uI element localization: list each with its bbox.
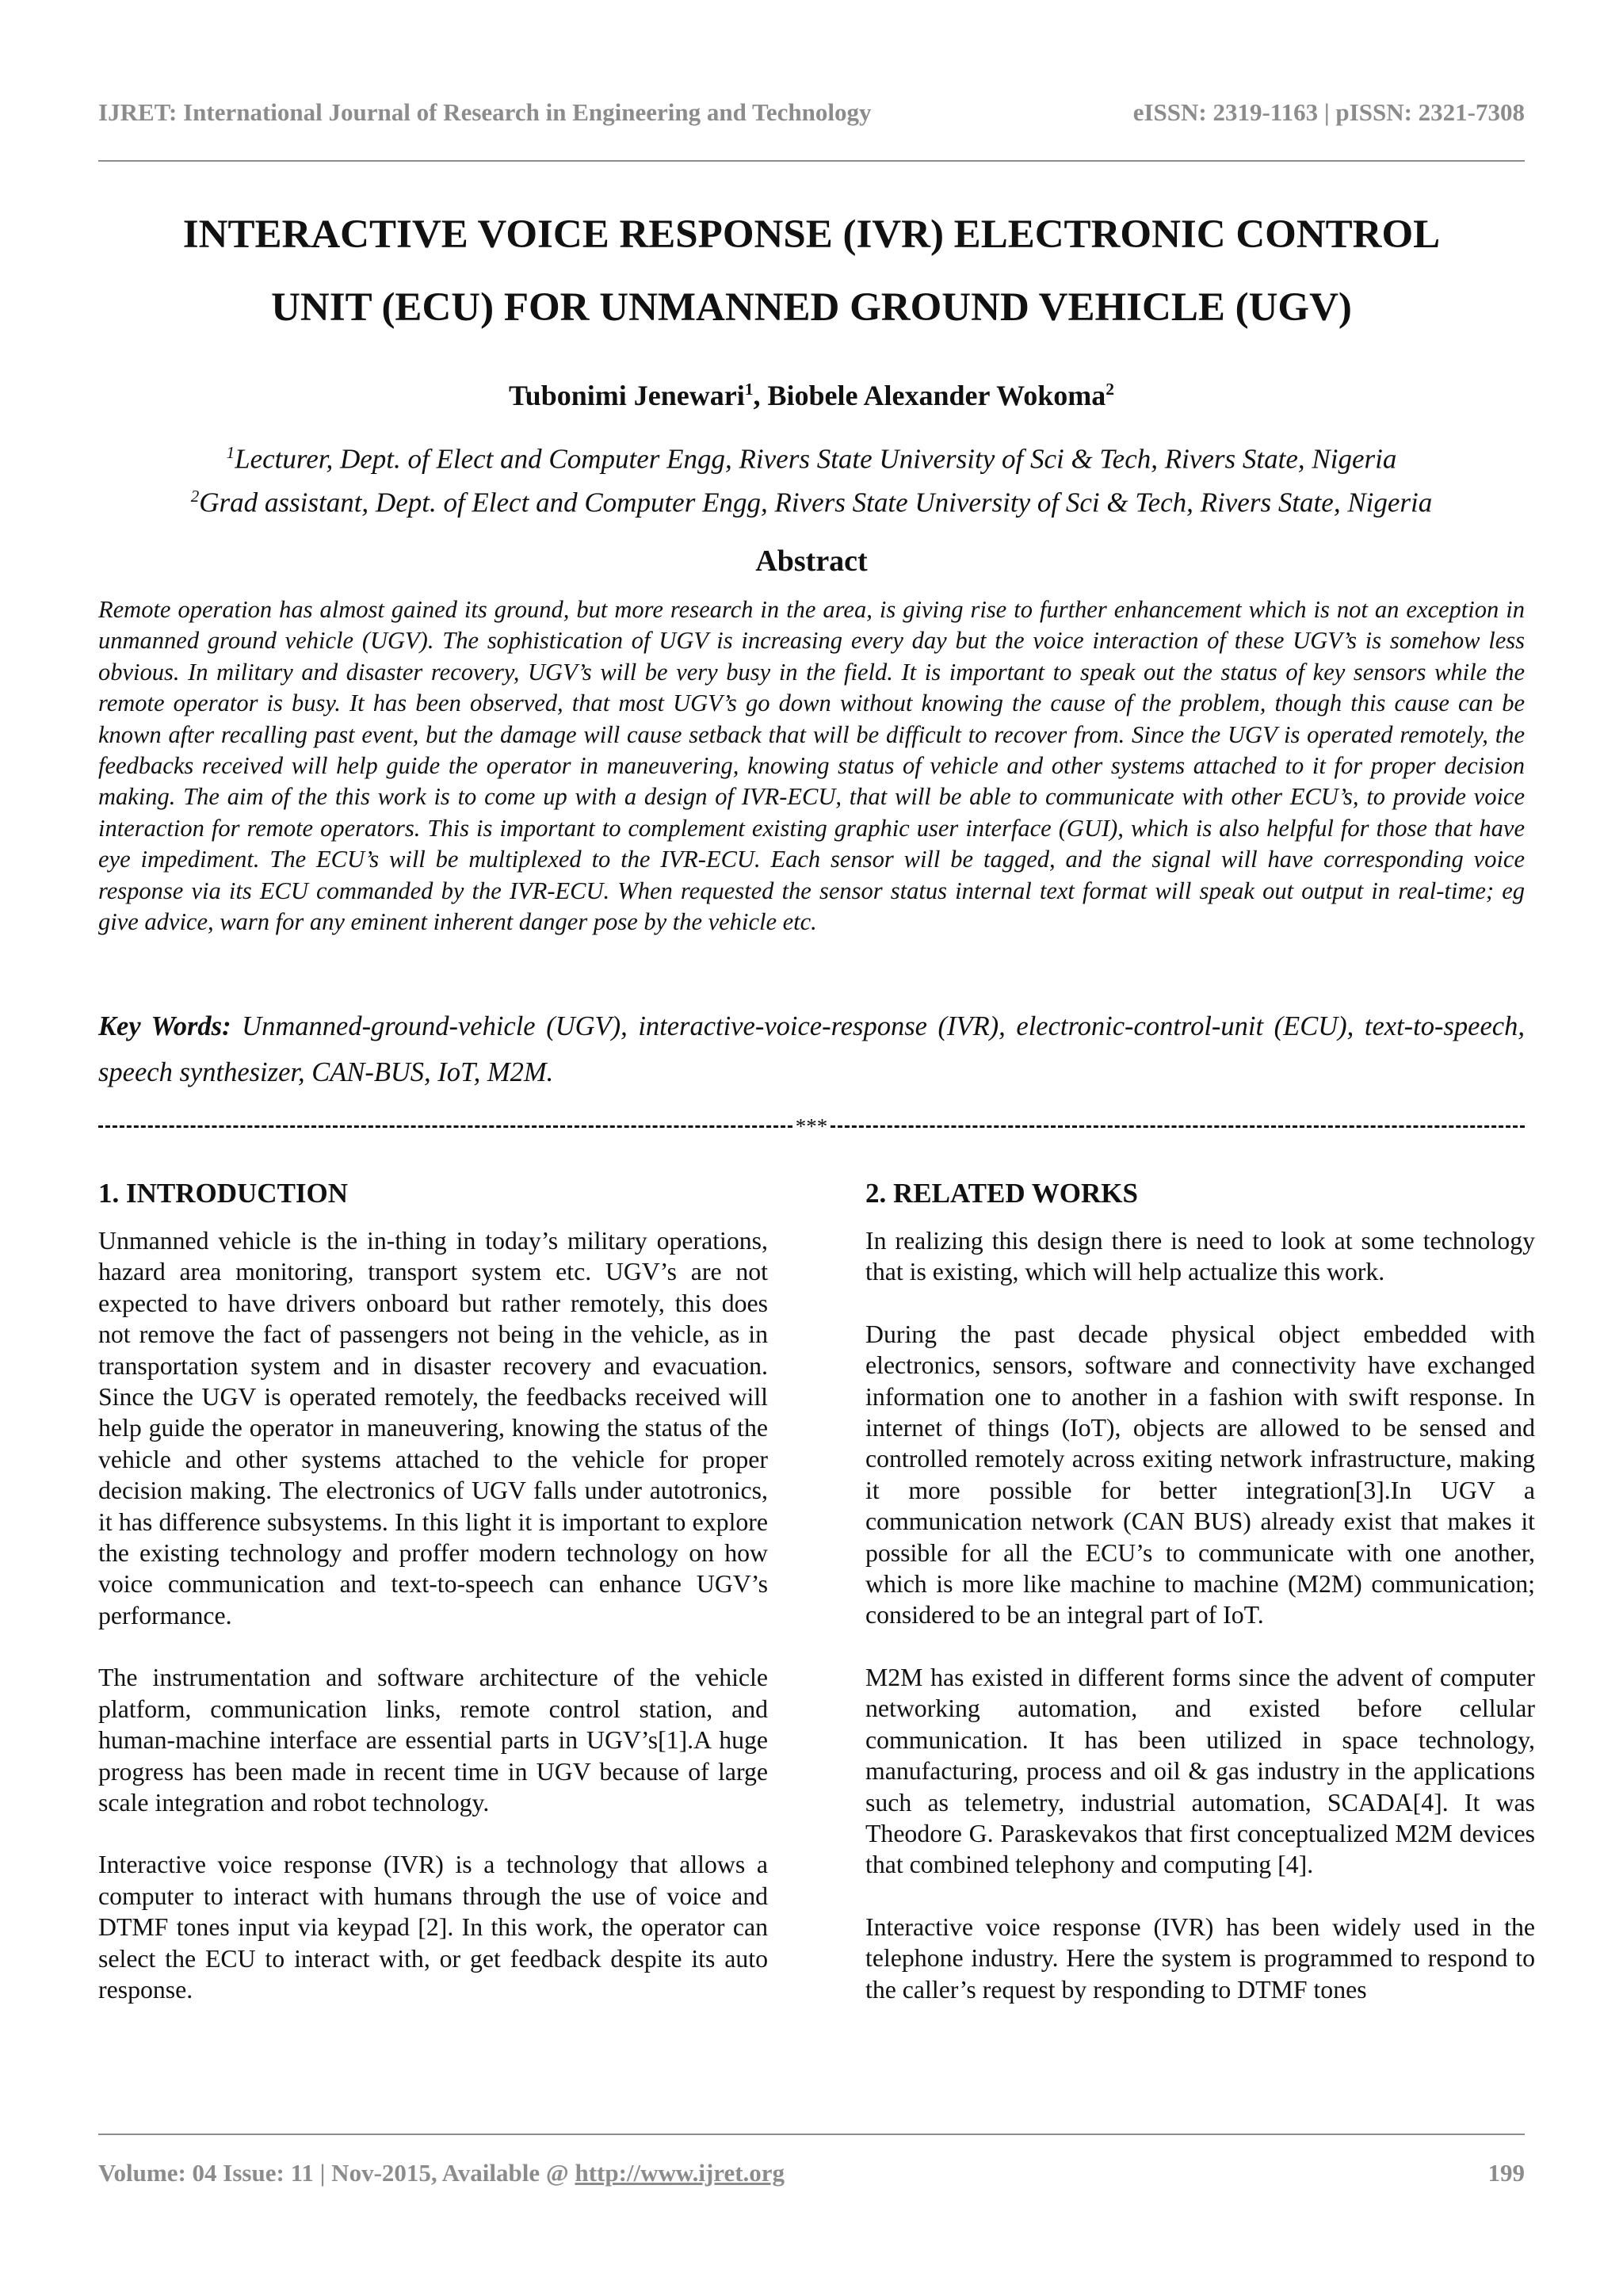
affiliation-2-text: Grad assistant, Dept. of Elect and Computer Engg, Rivers State University of Sci & Tech, Rivers State, Nigeria (199, 487, 1433, 518)
introduction-paragraph-3: Interactive voice response (IVR) is a technology that allows a computer to interact with humans through the use of voice and DTMF tones input via keypad [2]. In this work, the operator can select the ECU to interact with, or get feedback despite its auto response. (98, 1851, 768, 2004)
abstract-heading: Abstract (755, 544, 868, 578)
affiliation-1 (98, 434, 1525, 478)
title-line-1: INTERACTIVE VOICE RESPONSE (IVR) ELECTRONIC CONTROL (182, 212, 1441, 257)
footer-volume: Volume: 04 Issue: 11 | Nov-2015, Available @ (98, 2159, 575, 2187)
affiliation-1-text: Lecturer, Dept. of Elect and Computer Engg, Rivers State University of Sci & Tech, Rivers State, Nigeria (235, 443, 1397, 475)
affiliation-2 (98, 478, 1525, 521)
left-column (98, 1176, 768, 2036)
introduction-paragraph-1: Unmanned vehicle is the in-thing in today’s military operations, hazard area monitoring, transport system etc. UGV’s are not expected to have drivers onboard but rather remotely, this does not remove the fact of passengers not being in the vehicle, as in transportation system and in disaster recovery and evacuation. Since the UGV is operated remotely, the feedbacks received will help guide the operator in maneuvering, knowing the status of the vehicle and other systems attached to the vehicle for proper decision making. The electronics of UGV falls under autotronics, it has difference subsystems. In this light it is important to explore the existing technology and proffer modern technology on how voice communication and text-to-speech can enhance UGV’s performance. (98, 1227, 768, 1629)
related-works-paragraph-3: M2M has existed in different forms since the advent of computer networking automation, and existed before cellular communication. It has been utilized in space technology, manufacturing, process and oil & gas industry in the applications such as telemetry, industrial automation, SCADA[4]. It was Theodore G. Paraskevakos that first conceptualized M2M devices that combined telephony and computing [4]. (865, 1663, 1535, 1879)
running-header (98, 98, 1525, 127)
related-works-paragraph-1: In realizing this design there is need to look at some technology that is existing, which will help actualize this work. (865, 1227, 1535, 1286)
separator-dash-left (98, 1125, 792, 1128)
introduction-paragraph-2: The instrumentation and software architecture of the vehicle platform, communication links, remote control station, and human-machine interface are essential parts in UGV’s[1].A huge progress has been made in recent time in UGV because of large scale integration and robot technology. (98, 1664, 768, 1817)
separator-dash-right (831, 1125, 1525, 1128)
page-number: 199 (1487, 2159, 1525, 2187)
abstract-text: Remote operation has almost gained its ground, but more research in the area, is giving rise to further enhancement which is not an exception in unmanned ground vehicle (UGV). The sophistication of UGV is increasing every day but the voice interaction of these UGV’s is somehow less obvious. In military and disaster recovery, UGV’s will be very busy in the field. It is important to speak out the status of key sensors while the remote operator is busy. It has been observed, that most UGV’s go down without knowing the cause of the problem, though this cause can be known after recalling past event, but the damage will cause setback that will be difficult to recover from. Since the UGV is operated remotely, the feedbacks received will help guide the operator in maneuvering, knowing status of vehicle and other systems attached to it for proper decision making. The aim of the this work is to come up with a design of IVR-ECU, that will be able to communicate with other ECU’s, to provide voice interaction for remote operators. This is important to complement existing graphic user interface (GUI), which is also helpful for those that have eye impediment. The ECU’s will be multiplexed to the IVR-ECU. Each sensor will be tagged, and the signal will have corresponding voice response via its ECU commanded by the IVR-ECU. When requested the sensor status internal text format will speak out output in real-time; eg give advice, warn for any eminent inherent danger pose by the vehicle etc. (98, 596, 1525, 936)
header-rule (98, 160, 1525, 162)
journal-link[interactable]: http://www.ijret.org (575, 2159, 785, 2187)
authors (98, 379, 1525, 412)
keywords (98, 1003, 1525, 1095)
running-footer (98, 2159, 1525, 2187)
right-column (865, 1176, 1535, 2036)
affiliations (98, 434, 1525, 521)
keywords-text: Unmanned-ground-vehicle (UGV), interactive-voice-response (IVR), electronic-control-unit (ECU), text-to-speech, speech synthesizer, CAN-BUS, IoT, M2M. (98, 1011, 1525, 1087)
author-1: Tubonimi Jenewari (508, 380, 745, 411)
author-2: Biobele Alexander Wokoma (767, 380, 1106, 411)
journal-name: IJRET: International Journal of Research in Engineering and Technology (98, 98, 872, 126)
affiliation-2-sup: 2 (190, 486, 200, 506)
related-works-heading: 2. RELATED WORKS (865, 1178, 1138, 1209)
title-line-2: UNIT (ECU) FOR UNMANNED GROUND VEHICLE (UGV) (271, 285, 1352, 330)
author-separator: , (753, 380, 768, 411)
footer-citation (98, 2159, 785, 2187)
keywords-label: Key Words: (98, 1011, 231, 1041)
related-works-paragraph-4: Interactive voice response (IVR) has been widely used in the telephone industry. Here the system is programmed to respond to the caller’s request by responding to DTMF tones (865, 1912, 1535, 2004)
author-1-sup: 1 (744, 380, 754, 399)
introduction-heading: 1. INTRODUCTION (98, 1178, 349, 1209)
author-2-sup: 2 (1106, 380, 1115, 399)
section-separator (98, 1114, 1525, 1139)
issn: eISSN: 2319-1163 | pISSN: 2321-7308 (1132, 98, 1525, 126)
footer-rule (98, 2134, 1525, 2135)
paper-title (98, 198, 1525, 344)
affiliation-1-sup: 1 (226, 443, 235, 462)
related-works-paragraph-2: During the past decade physical object embedded with electronics, sensors, software and connectivity have exchanged information one to another in a fashion with swift response. In internet of things (IoT), objects are allowed to be sensed and controlled remotely across exiting network infrastructure, making it more possible for better integration[3].In UGV a communication network (CAN BUS) already exist that makes it possible for all the ECU’s to communicate with one another, which is more like machine to machine (M2M) communication; considered to be an integral part of IoT. (865, 1320, 1535, 1629)
separator-stars: *** (795, 1114, 828, 1138)
